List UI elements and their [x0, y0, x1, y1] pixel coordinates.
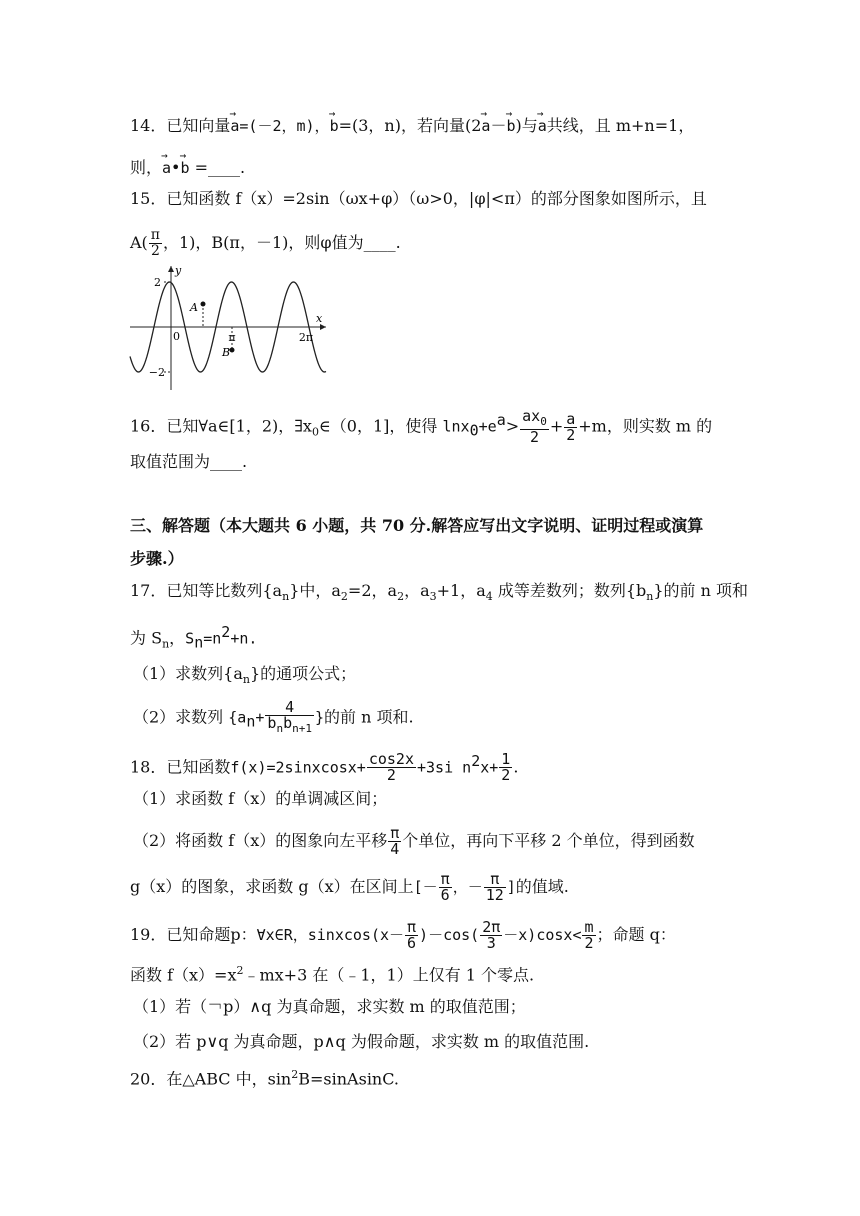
- q17-part2: （2）求数列 {$a_n+$ $\frac{4}{b_nb_{n+1}}$ }的前 n 项和.: [133, 698, 414, 735]
- ytick-2: 2: [154, 276, 161, 289]
- vector-a: → a: [230, 115, 239, 137]
- x-axis-label: x: [316, 312, 323, 325]
- sine-graph: [128, 262, 328, 392]
- section3-heading-cont: 步骤.）: [130, 549, 184, 568]
- y-axis-arrow: [168, 266, 174, 272]
- q18-part2-cont: g（x）的图象，求函数 g（x）在区间上[－ $\frac{\pi}{6}$ ，－ $\frac{\pi}{12}$ ]的值域.: [130, 870, 569, 904]
- point-b: [230, 348, 235, 353]
- q19-part2: （2）若 p∨q 为真命题，p∧q 为假命题，求实数 m 的取值范围.: [133, 1032, 590, 1051]
- point-a: [201, 302, 206, 307]
- fraction-pi-over-2: $\frac{\pi}{2}$: [150, 227, 160, 259]
- pi-label: π: [228, 331, 236, 344]
- q17-line2: 为 $S_n$，$S_n=n^2+n$.: [130, 623, 258, 652]
- q15-line2: A( $\frac{\pi}{2}$ ，1)，B(π，－1)，则φ值为____.: [130, 227, 401, 259]
- vector-b: → b: [330, 115, 339, 137]
- q17-line1: 17．已知等比数列$\{a_n\}$中，$a_2=2$，$a_2$，$a_3+1$，$a_4$ 成等差数列；数列$\{b_n\}$的前 n 项和: [130, 581, 749, 604]
- ytick-neg2: −2: [148, 366, 165, 379]
- two-pi-label: 2π: [298, 331, 314, 344]
- point-b-label: B: [222, 346, 231, 359]
- section3-heading: 三、解答题（本大题共 6 小题，共 70 分.解答应写出文字说明、证明过程或演算: [130, 516, 704, 535]
- q19-line2: 函数 $f(x)=x^2﹣mx+3$ 在（﹣1，1）上仅有 1 个零点.: [130, 964, 535, 985]
- q18-part1: （1）求函数 f（x）的单调减区间；: [133, 789, 388, 808]
- q16-line2: 取值范围为____.: [130, 452, 248, 471]
- q17-part1: （1）求数列$\{a_n\}$的通项公式；: [133, 664, 357, 687]
- point-a-label: A: [190, 301, 198, 314]
- q19-part1: （1）若（￢p）∧q 为真命题，求实数 m 的取值范围；: [133, 997, 526, 1016]
- q19-line1: 19．已知命题p：∀x∈R，sinxcos(x－ $\frac{\pi}{6}$ )－cos( $\frac{2\pi}{3}$ －x)cosx< $\frac{m}{2}$ ；命题 q：: [130, 918, 676, 952]
- q18-line1: 18．已知函数f(x)=2sinxcosx+ $\frac{\cos 2x}{2}$ +3si $n^2x+$ $\frac{1}{2}$ .: [130, 750, 519, 785]
- q14-line2: 则，→ a•→ b =____.: [130, 157, 245, 179]
- q16-line1: 16．已知∀a∈[1，2)，$\exists x_0\in(0$，1]，使得 $\ln x_0+e^a>$ $\frac{ax_0}{2}$ + $\frac{a}{2}$ +m，则实数 m 的: [130, 407, 713, 446]
- q15-line1: 15．已知函数 f（x）=2sin（ωx+φ）（ω>0，|φ|<π）的部分图象如图所示，且: [130, 189, 707, 208]
- q20-line1: 20．在△ABC 中，$\sin^2B=sinAsinC$.: [130, 1068, 399, 1089]
- y-axis-label: y: [175, 264, 182, 277]
- origin-label: 0: [173, 330, 180, 343]
- q14-line1: 14．已知向量→ a=(－2，m)，→ b=(3，n)，若向量(2→ a－→ b)与→ a共线，且 m+n=1，: [130, 115, 694, 137]
- q18-part2: （2）将函数 f（x）的图象向左平移 $\frac{\pi}{4}$ 个单位，再向下平移 2 个单位，得到函数: [133, 824, 695, 858]
